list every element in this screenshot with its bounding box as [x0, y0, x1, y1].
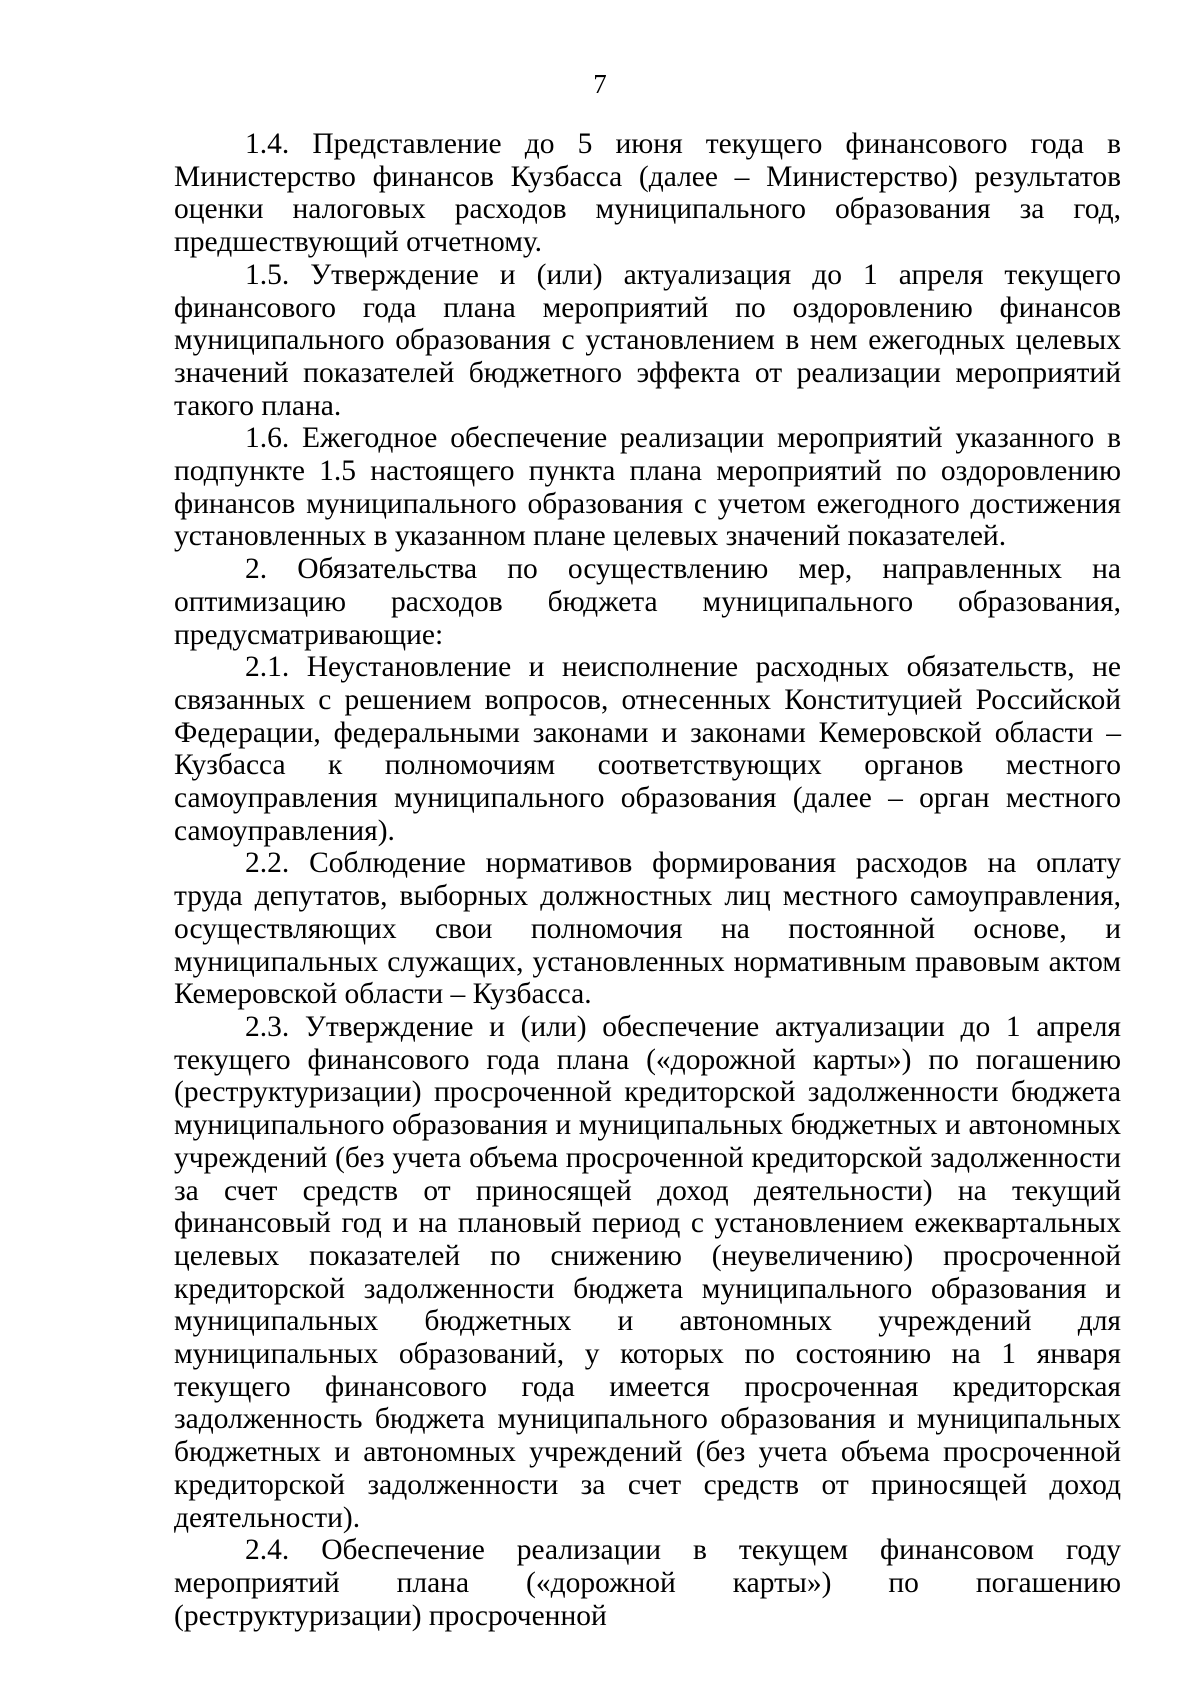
page-number: 7 — [593, 69, 607, 99]
paragraph-1-4: 1.4. Представление до 5 июня текущего финансового года в Министерство финансов Кузбасса (далее – Министерство) результатов оценки налоговых расходов муниципального образования за год, предшествующий отчетному. — [174, 128, 1121, 259]
paragraph-2-2: 2.2. Соблюдение нормативов формирования расходов на оплату труда депутатов, выборных должностных лиц местного самоуправления, осуществляющих свои полномочия на постоянной основе, и муниципальных служащих, установленных нормативным правовым актом Кемеровской области – Кузбасса. — [174, 847, 1121, 1011]
document-body — [174, 128, 1121, 1632]
paragraph-2-1: 2.1. Неустановление и неисполнение расходных обязательств, не связанных с решением вопросов, отнесенных Конституцией Российской Федерации, федеральными законами и законами Кемеровской области – Кузбасса к полномочиям соответствующих органов местного самоуправления муниципального образования (далее – орган местного самоуправления). — [174, 651, 1121, 847]
paragraph-1-5: 1.5. Утверждение и (или) актуализация до 1 апреля текущего финансового года плана мероприятий по оздоровлению финансов муниципального образования с установлением в нем ежегодных целевых значений показателей бюджетного эффекта от реализации мероприятий такого плана. — [174, 258, 1121, 422]
paragraph-2-3: 2.3. Утверждение и (или) обеспечение актуализации до 1 апреля текущего финансового года плана («дорожной карты») по погашению (реструктуризации) просроченной кредиторской задолженности бюджета муниципального образования и муниципальных бюджетных и автономных учреждений (без учета объема просроченной кредиторской задолженности за счет средств от приносящей доход деятельности) на текущий финансовый год и на плановый период с установлением ежеквартальных целевых показателей по снижению (неувеличению) просроченной кредиторской задолженности бюджета муниципального образования и муниципальных бюджетных и автономных учреждений для муниципальных образований, у которых по состоянию на 1 января текущего финансового года имеется просроченная кредиторская задолженность бюджета муниципального образования и муниципальных бюджетных и автономных учреждений (без учета объема просроченной кредиторской задолженности за счет средств от приносящей доход деятельности). — [174, 1010, 1121, 1534]
paragraph-2-4: 2.4. Обеспечение реализации в текущем финансовом году мероприятий плана («дорожной карты») по погашению (реструктуризации) просроченной — [174, 1534, 1121, 1632]
paragraph-2: 2. Обязательства по осуществлению мер, направленных на оптимизацию расходов бюджета муниципального образования, предусматривающие: — [174, 553, 1121, 651]
paragraph-1-6: 1.6. Ежегодное обеспечение реализации мероприятий указанного в подпункте 1.5 настоящего пункта плана мероприятий по оздоровлению финансов муниципального образования с учетом ежегодного достижения установленных в указанном плане целевых значений показателей. — [174, 422, 1121, 553]
